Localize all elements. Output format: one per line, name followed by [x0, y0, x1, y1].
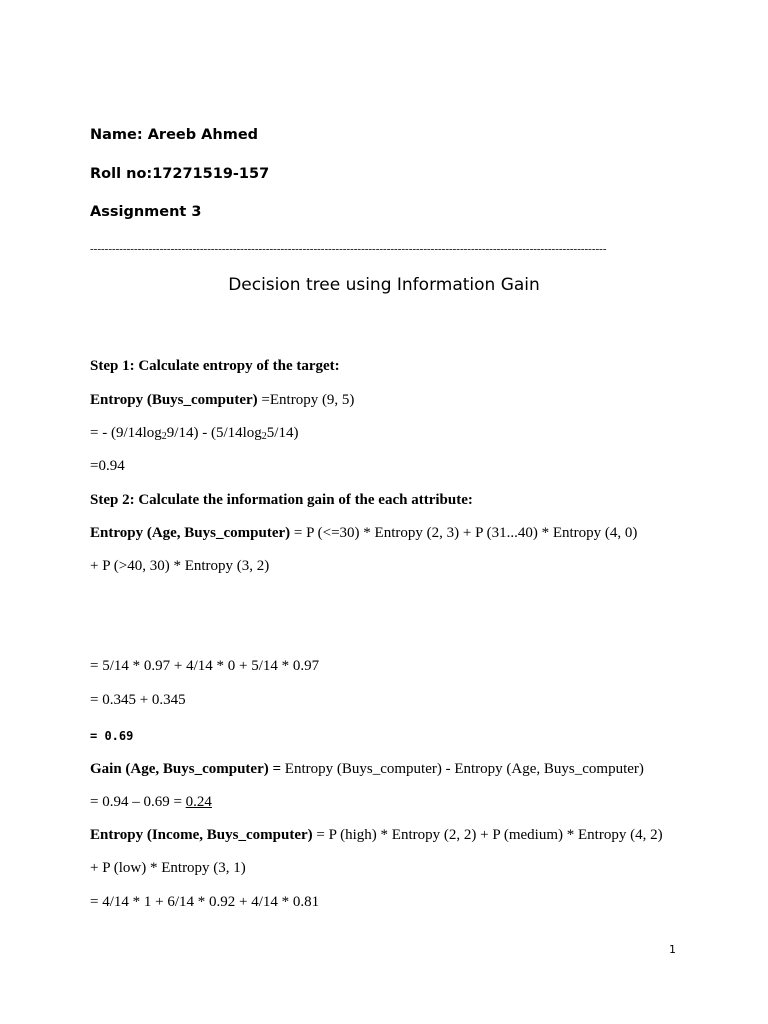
- entropy-formula-line: = - $(9/14\log_29/14) - (5/14\log_25/14)$: [90, 425, 299, 442]
- gain-age-calc: = 0.94 – 0.69 = 0.24: [90, 794, 212, 810]
- entropy-target-line: Entropy (Buys_computer) =Entropy (9, 5): [90, 392, 355, 408]
- roll-number: Roll no:17271519-157: [90, 166, 270, 182]
- gain-age-line: Gain (Age, Buys_computer) = Entropy (Buys_computer) - Entropy (Age, Buys_computer): [90, 761, 644, 777]
- entropy-age-line: Entropy (Age, Buys_computer) = P (<=30) * Entropy (2, 3) + P (31...40) * Entropy (4, 0): [90, 525, 638, 541]
- separator-line: ---------------------------------------------------------------------------------------------------------------------------------------------: [90, 243, 607, 255]
- age-calc-line-3: = 0.69: [90, 729, 134, 743]
- step1-heading: Step 1: Calculate entropy of the target:: [90, 358, 340, 374]
- entropy-income-continuation: + P (low) * Entropy (3, 1): [90, 860, 246, 876]
- document-title: Decision tree using Information Gain: [228, 275, 540, 295]
- entropy-result-line: =0.94: [90, 458, 125, 474]
- age-calc-line-1: = 5/14 * 0.97 + 4/14 * 0 + 5/14 * 0.97: [90, 658, 320, 674]
- assignment-label: Assignment 3: [90, 204, 202, 220]
- gain-age-value: 0.24: [185, 794, 212, 810]
- step2-heading: Step 2: Calculate the information gain of the each attribute:: [90, 492, 473, 508]
- entropy-income-line: Entropy (Income, Buys_computer) = P (high) * Entropy (2, 2) + P (medium) * Entropy (4, 2): [90, 827, 663, 843]
- age-calc-line-2: = 0.345 + 0.345: [90, 692, 186, 708]
- income-calc-line: = 4/14 * 1 + 6/14 * 0.92 + 4/14 * 0.81: [90, 894, 320, 910]
- entropy-age-continuation: + P (>40, 30) * Entropy (3, 2): [90, 558, 270, 574]
- student-name: Name: Areeb Ahmed: [90, 127, 259, 143]
- page-number: 1: [669, 943, 676, 956]
